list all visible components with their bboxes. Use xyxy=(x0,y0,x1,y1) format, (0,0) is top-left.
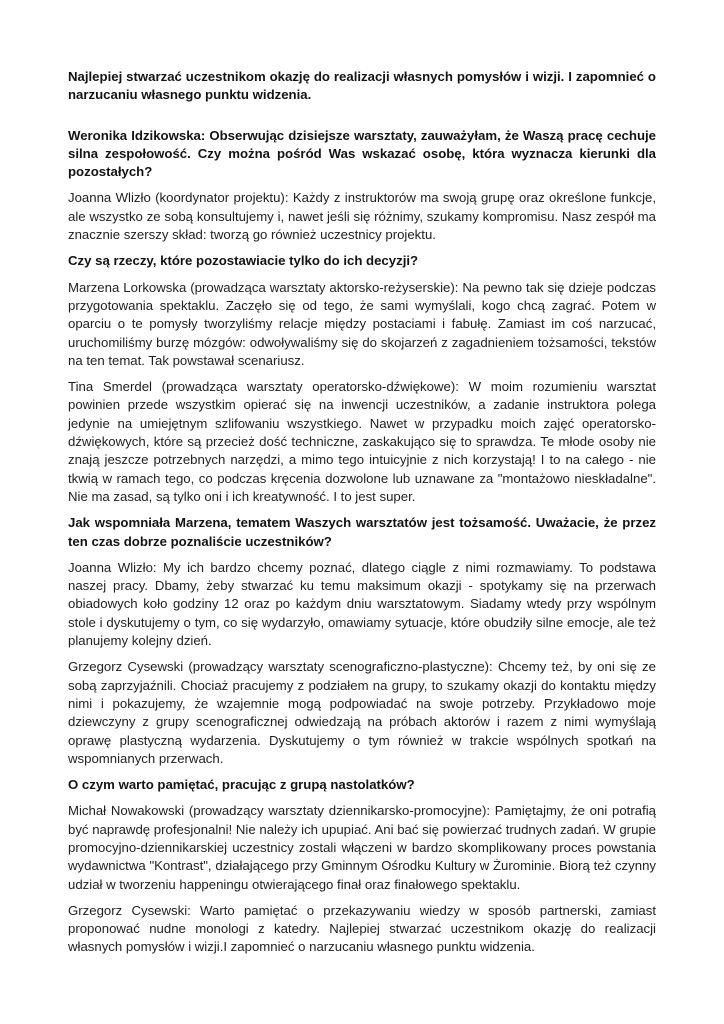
closing-quote-heading: Najlepiej stwarzać uczestnikom okazję do realizacji własnych pomysłów i wizji. I zapomnieć o narzucaniu własnego punktu widzenia. xyxy=(68,69,656,103)
document-page xyxy=(68,68,656,965)
answer-cysewski-partnership: Grzegorz Cysewski: Warto pamiętać o przekazywaniu wiedzy w sposób partnerski, zamiast proponować nudne monologi z katedry. Najlepiej stwarzać uczestnikom okazję do realizacji własnych pomysłów i wizji.I zapomnieć o narzucaniu własnego punktu widzenia. xyxy=(68,902,656,955)
answer-wlizlo-meetings: Joanna Wlizło: My ich bardzo chcemy poznać, dlatego ciągle z nimi rozmawiamy. To podstawa naszej pracy. Dbamy, żeby stwarzać ku temu maksimum okazji - spotykamy się na przerwach obiadowych koło godziny 12 oraz po każdym dniu warsztatowym. Siadamy wtedy przy wspólnym stole i dyskutujemy o tym, co się wydarzyło, omawiamy sytuacje, które obudziły silne emocje, ale też planujemy kolejny dzień. xyxy=(68,559,656,649)
answer-lorkowska: Marzena Lorkowska (prowadząca warsztaty aktorsko-reżyserskie): Na pewno tak się dzieje podczas przygotowania spektaklu. Zaczęło się od tego, że sami wymyślali, kogo chcą zagrać. Potem w oparciu o te pomysły tworzyliśmy relacje między postaciami i fabułę. Zamiast im coś narzucać, uruchomiliśmy burzę mózgów: odwoływaliśmy się do skojarzeń z zagadnieniem tożsamości, tekstów na ten temat. Tak powstawał scenariusz. xyxy=(68,279,656,368)
question-leadership: Weronika Idzikowska: Obserwując dzisiejsze warsztaty, zauważyłam, że Waszą pracę cechuje silna zespołowość. Czy można pośród Was wskazać osobę, która wyznacza kierunki dla pozostałych? xyxy=(68,127,656,180)
question-teenagers: O czym warto pamiętać, pracując z grupą nastolatków? xyxy=(68,777,415,793)
answer-nowakowski: Michał Nowakowski (prowadzący warsztaty dziennikarsko-promocyjne): Pamiętajmy, że oni potrafią być naprawdę profesjonalni! Nie należy ich upupiać. Ani bać się powierzać trudnych zadań. W grupie promocyjno-dziennikarskiej uczestnicy zostali włączeni w bardzo skomplikowany proces powstania wydawnictwa "Kontrast", działającego przy Gminnym Ośrodku Kultury w Żurominie. Biorą też czynny udział w tworzeniu happeningu otwierającego finał oraz finałowego spektaklu. xyxy=(68,803,656,892)
question-identity: Jak wspomniała Marzena, tematem Waszych warsztatów jest tożsamość. Uważacie, że przez ten czas dobrze poznaliście uczestników? xyxy=(68,515,656,549)
question-decisions: Czy są rzeczy, które pozostawiacie tylko do ich decyzji? xyxy=(68,253,419,269)
answer-wlizlo-team: Joanna Wlizło (koordynator projektu): Każdy z instruktorów ma swoją grupę oraz określone funkcje, ale wszystko ze sobą konsultujemy i, nawet jeśli się różnimy, szukamy kompromisu. Nasz zespół ma znacznie szerszy skład: tworzą go również uczestnicy projektu. xyxy=(68,190,656,243)
answer-smerdel: Tina Smerdel (prowadząca warsztaty operatorsko-dźwiękowe): W moim rozumieniu warsztat powinien przede wszystkim opierać się na inwencji uczestników, a zadanie instruktora polega jedynie na umiejętnym szlifowaniu wszystkiego. Nawet w przypadku moich zajęć operatorsko-dźwiękowych, które są przecież dość techniczne, zaskakująco się to sprawdza. Te młode osoby nie znają jeszcze potrzebnych narzędzi, a mimo tego intuicyjnie z nich korzystają! I to na całego - nie tkwią w ramach tego, co podczas kręcenia dozwolone lub uznawane za "montażowo nieskładalne". Nie ma zasad, są tylko oni i ich kreatywność. I to jest super. xyxy=(68,379,656,504)
answer-cysewski-friendship: Grzegorz Cysewski (prowadzący warsztaty scenograficzno-plastyczne): Chcemy też, by oni się ze sobą zaprzyjaźnili. Chociaż pracujemy z podziałem na grupy, to szukamy okazji do kontaktu między nimi i pokazujemy, że wzajemnie mogą podpowiadać na swoje potrzeby. Przykładowo moje dziewczyny z grupy scenograficznej odwiedzają na próbach aktorów i razem z nimi wymyślają oprawę plastyczną wydarzenia. Dyskutujemy o tym również w trakcie wspólnych spotkań na wspomnianych przerwach. xyxy=(68,659,656,766)
